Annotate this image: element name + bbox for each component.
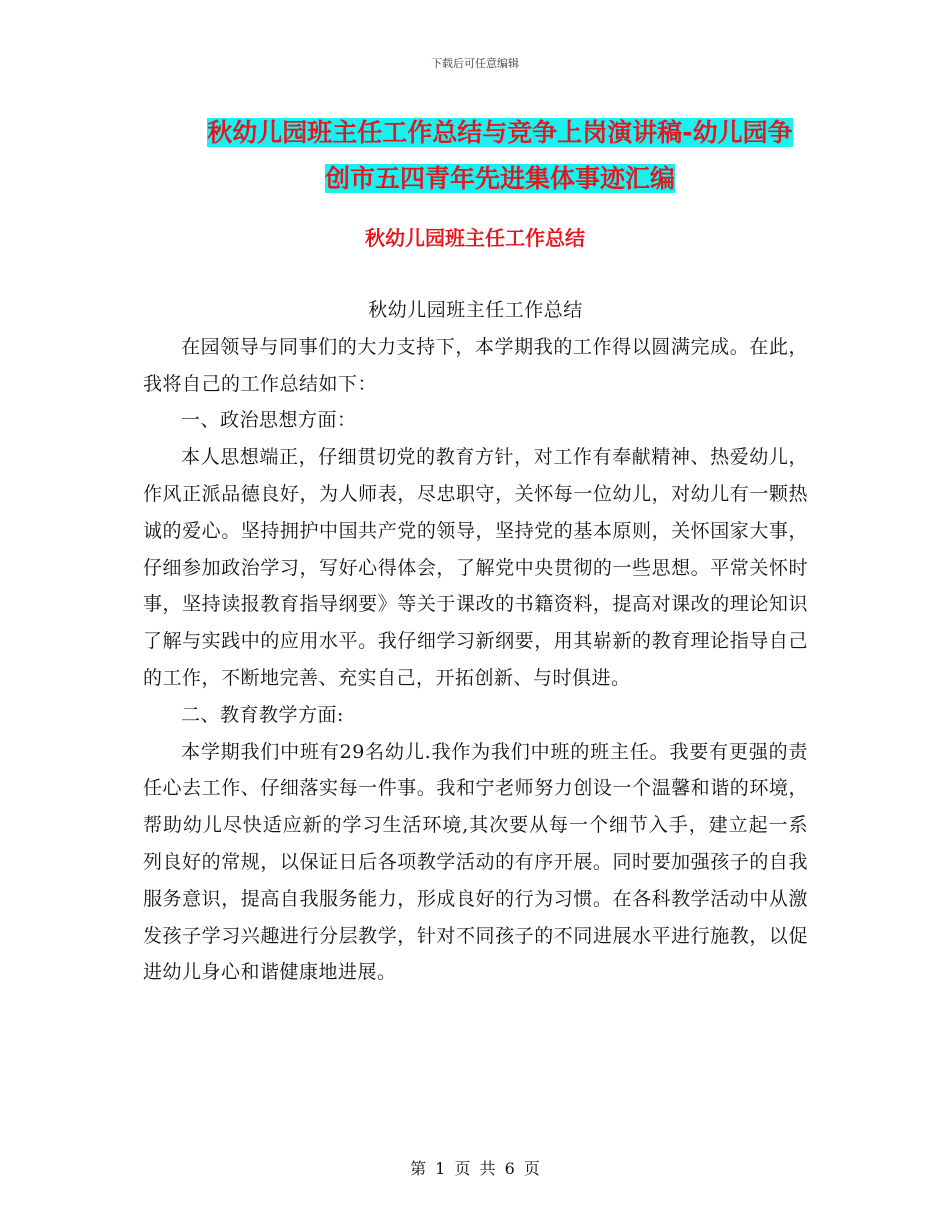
- body-paragraph-intro: 在园领导与同事们的大力支持下，本学期我的工作得以圆满完成。在此，我将自己的工作总结如下：: [143, 335, 808, 395]
- document-title-line-2: 创市五四青年先进集体事迹汇编: [324, 164, 675, 193]
- body-heading-teaching: 二、教育教学方面:: [181, 703, 344, 726]
- body-paragraph-teaching: 本学期我们中班有29名幼儿.我作为我们中班的班主任。我要有更强的责任心去工作、仔细落实每一件事。我和宁老师努力创设一个温馨和谐的环境，帮助幼儿尽快适应新的学习生活环境,其次要从每一个细节入手，建立起一系列良好的常规，以保证日后各项教学活动的有序开展。同时要加强孩子的自我服务意识，提高自我服务能力，形成良好的行为习惯。在各科教学活动中从激发孩子学习兴趣进行分层教学，针对不同孩子的不同进展水平进行施教，以促进幼儿身心和谐健康地进展。: [143, 740, 808, 984]
- section-heading: 秋幼儿园班主任工作总结: [365, 226, 585, 250]
- body-paragraph-political: 本人思想端正，仔细贯切党的教育方针，对工作有奉献精神、热爱幼儿，作风正派品德良好，为人师表，尽忠职守，关怀每一位幼儿，对幼儿有一颗热诚的爱心。坚持拥护中国共产党的领导，坚持党的基本原则，关怀国家大事，仔细参加政治学习，写好心得体会，了解党中央贯彻的一些思想。平常关怀时事，坚持读报教育指导纲要》等关于课改的书籍资料，提高对课改的理论知识了解与实践中的应用水平。我仔细学习新纲要，用其崭新的教育理论指导自己的工作，不断地完善、充实自己，开拓创新、与时俱进。: [143, 446, 808, 689]
- page-footer-number: 第 1 页 共 6 页: [410, 1159, 540, 1178]
- document-title-line-1: 秋幼儿园班主任工作总结与竞争上岗演讲稿-幼儿园争: [207, 118, 793, 147]
- body-heading-political: 一、政治思想方面：: [181, 409, 357, 432]
- page-header-note: 下载后可任意编辑: [431, 57, 519, 70]
- document-title: [140, 110, 860, 202]
- body-subtitle: 秋幼儿园班主任工作总结: [368, 299, 583, 321]
- document-body: [143, 292, 808, 991]
